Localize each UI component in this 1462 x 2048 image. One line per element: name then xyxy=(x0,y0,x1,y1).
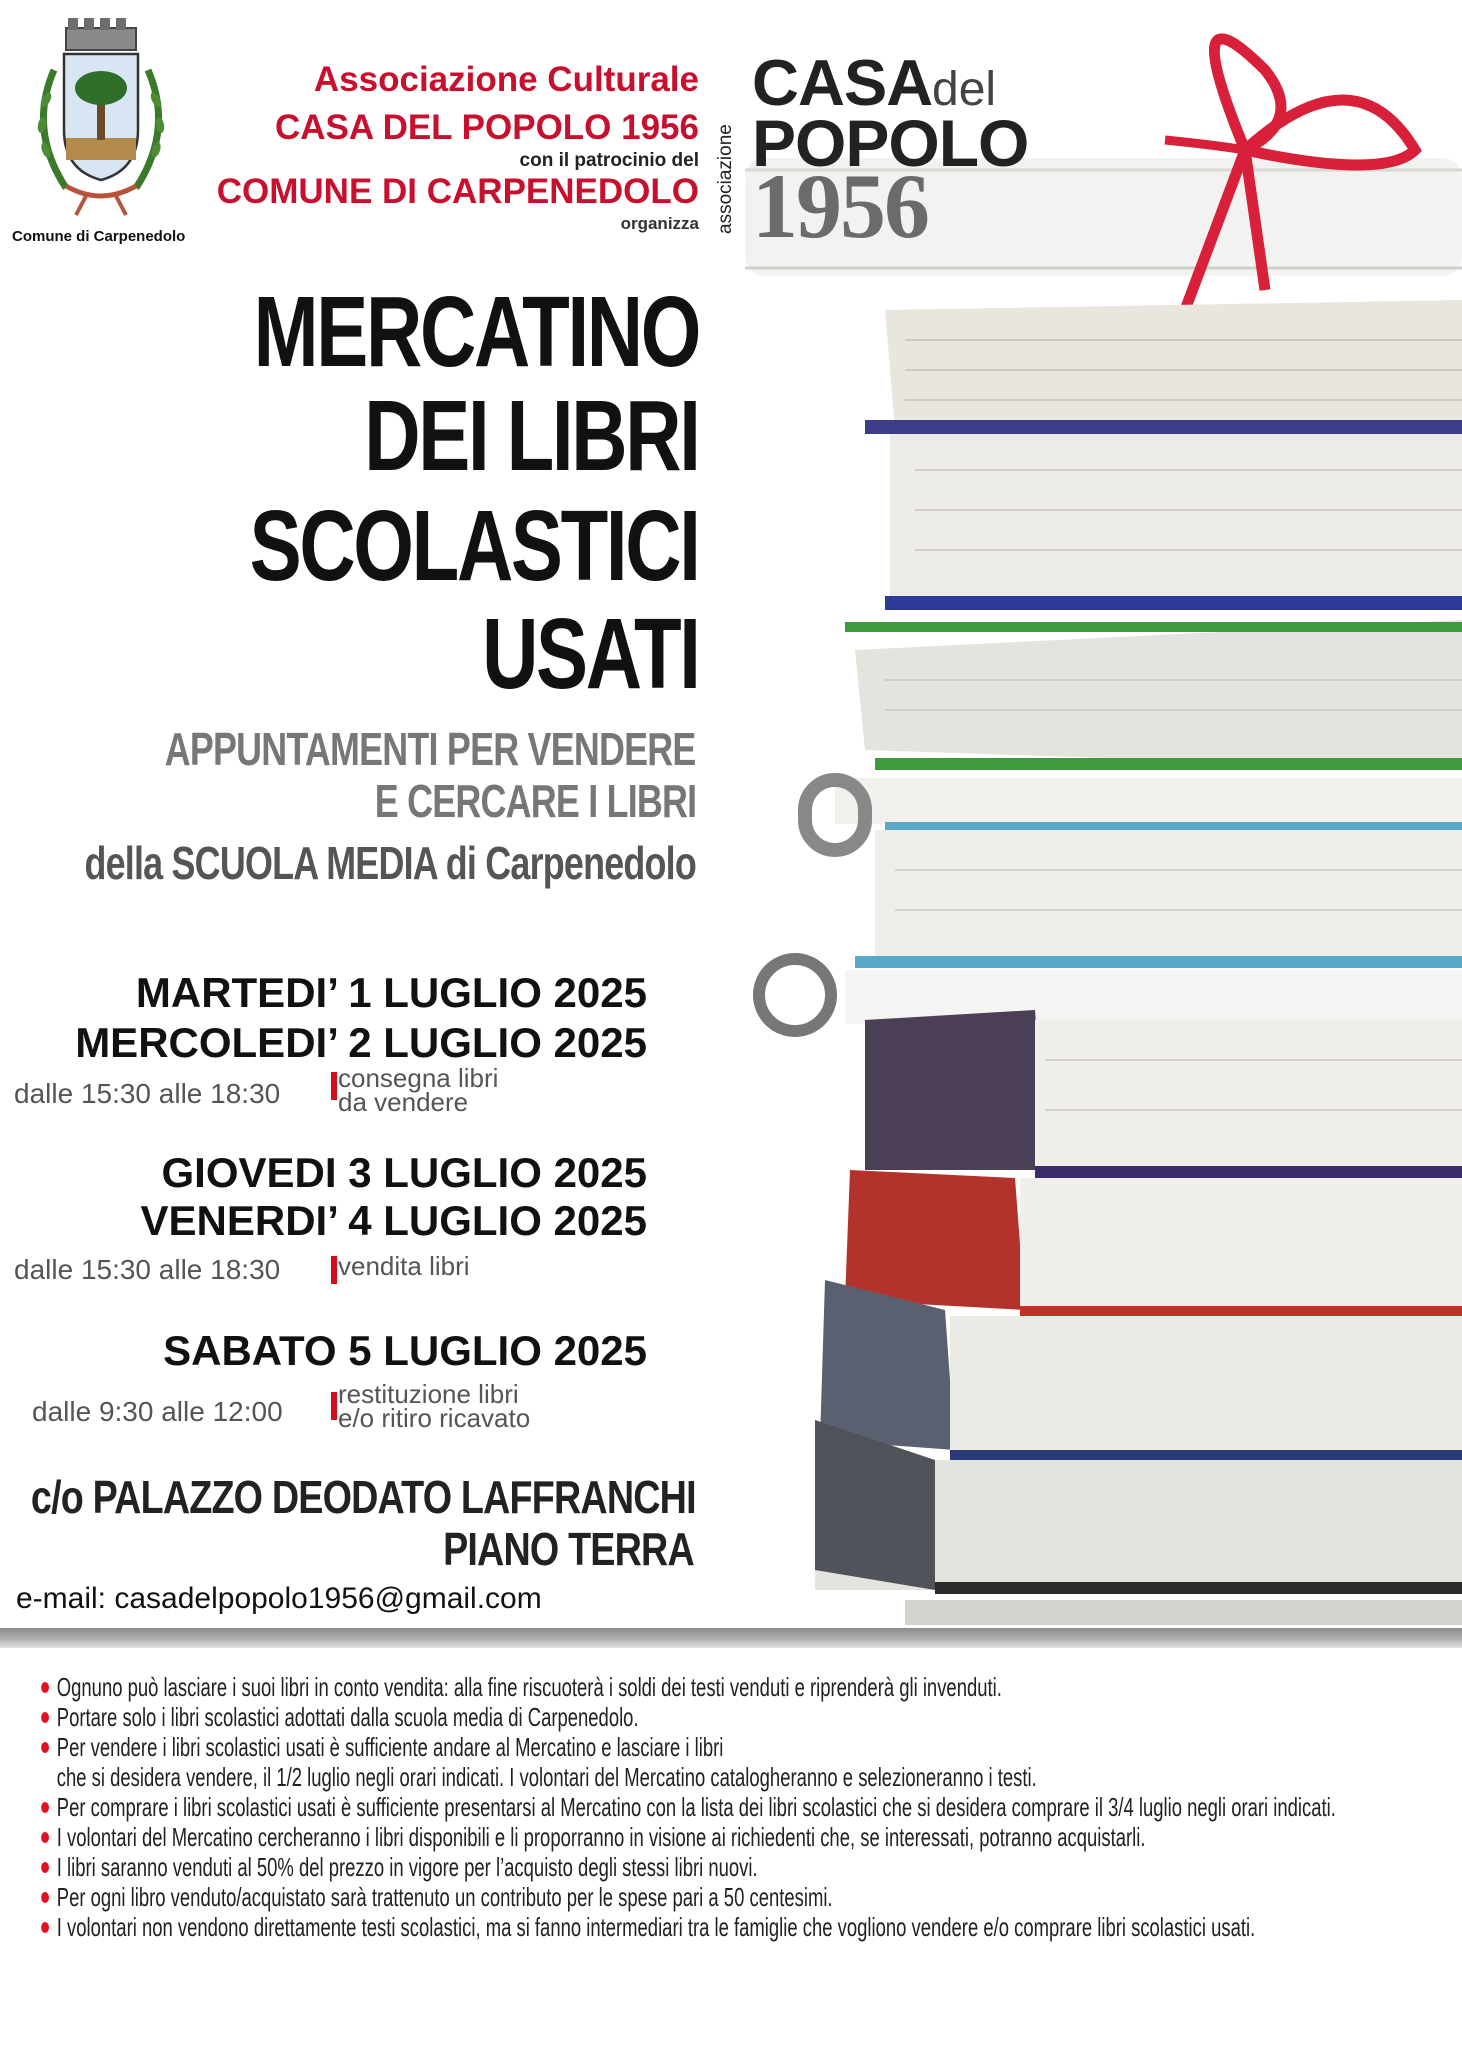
association-line: Associazione Culturale xyxy=(313,60,699,99)
title-line-1: MERCATINO xyxy=(253,276,699,388)
list-item xyxy=(44,1792,1336,1822)
schedule-date: MARTEDI’ 1 LUGLIO 2025 xyxy=(135,969,647,1016)
schedule-date: SABATO 5 LUGLIO 2025 xyxy=(163,1327,647,1374)
municipal-crest-icon xyxy=(26,10,176,220)
list-item xyxy=(44,1882,1045,1912)
subtitle-line-3: della SCUOLA MEDIA di Carpenedolo xyxy=(84,837,696,889)
schedule-note-line: restituzione libri xyxy=(338,1379,519,1409)
bullet-icon xyxy=(41,1832,49,1843)
logo-vertical-text: associazione xyxy=(715,124,736,234)
rule-text: Per comprare i libri scolastici usati è sufficiente presentarsi al Mercatino con la lista dei libri scolastici che si desidera comprare il 3/4 luglio negli orari indicati. xyxy=(56,1792,1336,1822)
comune-line: COMUNE DI CARPENEDOLO xyxy=(216,172,699,211)
logo-year: 1956 xyxy=(752,155,928,257)
schedule-note-line: da vendere xyxy=(338,1087,469,1117)
list-item xyxy=(44,1852,1045,1882)
rule-text: Ognuno può lasciare i suoi libri in conto vendita: alla fine riscuoterà i soldi dei testi venduti e riprenderà gli invenduti. xyxy=(56,1672,1002,1702)
schedule-date: GIOVEDI 3 LUGLIO 2025 xyxy=(161,1149,647,1196)
bullet-icon xyxy=(41,1802,49,1813)
bullet-icon xyxy=(41,1892,49,1903)
bullet-icon xyxy=(41,1922,49,1933)
patronage-line: con il patrocinio del xyxy=(519,150,699,171)
crest-caption: Comune di Carpenedolo xyxy=(12,228,186,245)
schedule-note xyxy=(338,1379,531,1433)
venue-line-1: c/o PALAZZO DEODATO LAFFRANCHI xyxy=(31,1471,696,1523)
schedule-note xyxy=(338,1063,499,1117)
list-item xyxy=(44,1912,1256,1942)
logo-del: del xyxy=(932,63,997,116)
casa-del-popolo-line: CASA DEL POPOLO 1956 xyxy=(274,108,699,147)
subtitle-line-1: APPUNTAMENTI PER VENDERE xyxy=(165,723,696,775)
title-line-4: USATI xyxy=(482,598,699,710)
logo-casa: CASA xyxy=(752,46,933,119)
logo-popolo: POPOLO xyxy=(752,106,1029,180)
rule-text: I libri saranno venduti al 50% del prezzo in vigore per l’acquisto degli stessi libri nuovi. xyxy=(56,1852,758,1882)
section-divider xyxy=(0,1628,1462,1648)
schedule-hours: dalle 15:30 alle 18:30 xyxy=(14,1078,281,1109)
bullet-icon xyxy=(41,1742,49,1753)
rule-text: Per ogni libro venduto/acquistato sarà trattenuto un contributo per le spese pari a 50 centesimi. xyxy=(56,1882,833,1912)
red-marker xyxy=(331,1256,337,1284)
title-line-2: DEI LIBRI xyxy=(364,380,699,492)
schedule-note-line: vendita libri xyxy=(338,1251,470,1281)
rules-list xyxy=(44,1672,1454,1942)
email-contact[interactable]: e-mail: casadelpopolo1956@gmail.com xyxy=(16,1582,542,1615)
schedule-date: MERCOLEDI’ 2 LUGLIO 2025 xyxy=(75,1019,647,1066)
schedule-note-line: e/o ritiro ricavato xyxy=(338,1403,531,1433)
rule-text: I volontari del Mercatino cercheranno i libri disponibili e li proporranno in visione ai richiedenti che, se interessati, potranno acquistarli. xyxy=(56,1822,1146,1852)
title-line-3: SCOLASTICI xyxy=(250,490,699,602)
schedule-note-line: consegna libri xyxy=(338,1063,499,1093)
rule-text: I volontari non vendono direttamente testi scolastici, ma si fanno intermediari tra le famiglie che vogliono vendere e/o comprare libri scolastici usati. xyxy=(56,1912,1256,1942)
rule-text: Per vendere i libri scolastici usati è sufficiente andare al Mercatino e lasciare i libri che si desidera vendere, il 1/2 luglio negli orari indicati. I volontari del Mercatino catalogheranno e selezioneranno i testi. xyxy=(56,1732,1037,1792)
list-item xyxy=(44,1822,1146,1852)
schedule-note xyxy=(338,1251,470,1281)
venue-line-2: PIANO TERRA xyxy=(443,1523,694,1575)
schedule-date: VENERDI’ 4 LUGLIO 2025 xyxy=(140,1197,647,1244)
bullet-icon xyxy=(41,1682,49,1693)
list-item xyxy=(44,1672,1045,1702)
schedule-hours: dalle 15:30 alle 18:30 xyxy=(14,1254,281,1285)
organizes-line: organizza xyxy=(620,214,699,233)
bullet-icon xyxy=(41,1712,49,1723)
bullet-icon xyxy=(41,1862,49,1873)
red-marker xyxy=(331,1392,337,1420)
list-item xyxy=(44,1732,1045,1792)
rule-text: Portare solo i libri scolastici adottati dalla scuola media di Carpenedolo. xyxy=(56,1702,639,1732)
subtitle-line-2: E CERCARE I LIBRI xyxy=(374,775,696,827)
schedule-hours: dalle 9:30 alle 12:00 xyxy=(32,1396,283,1427)
list-item xyxy=(44,1702,1045,1732)
red-marker xyxy=(331,1072,337,1100)
